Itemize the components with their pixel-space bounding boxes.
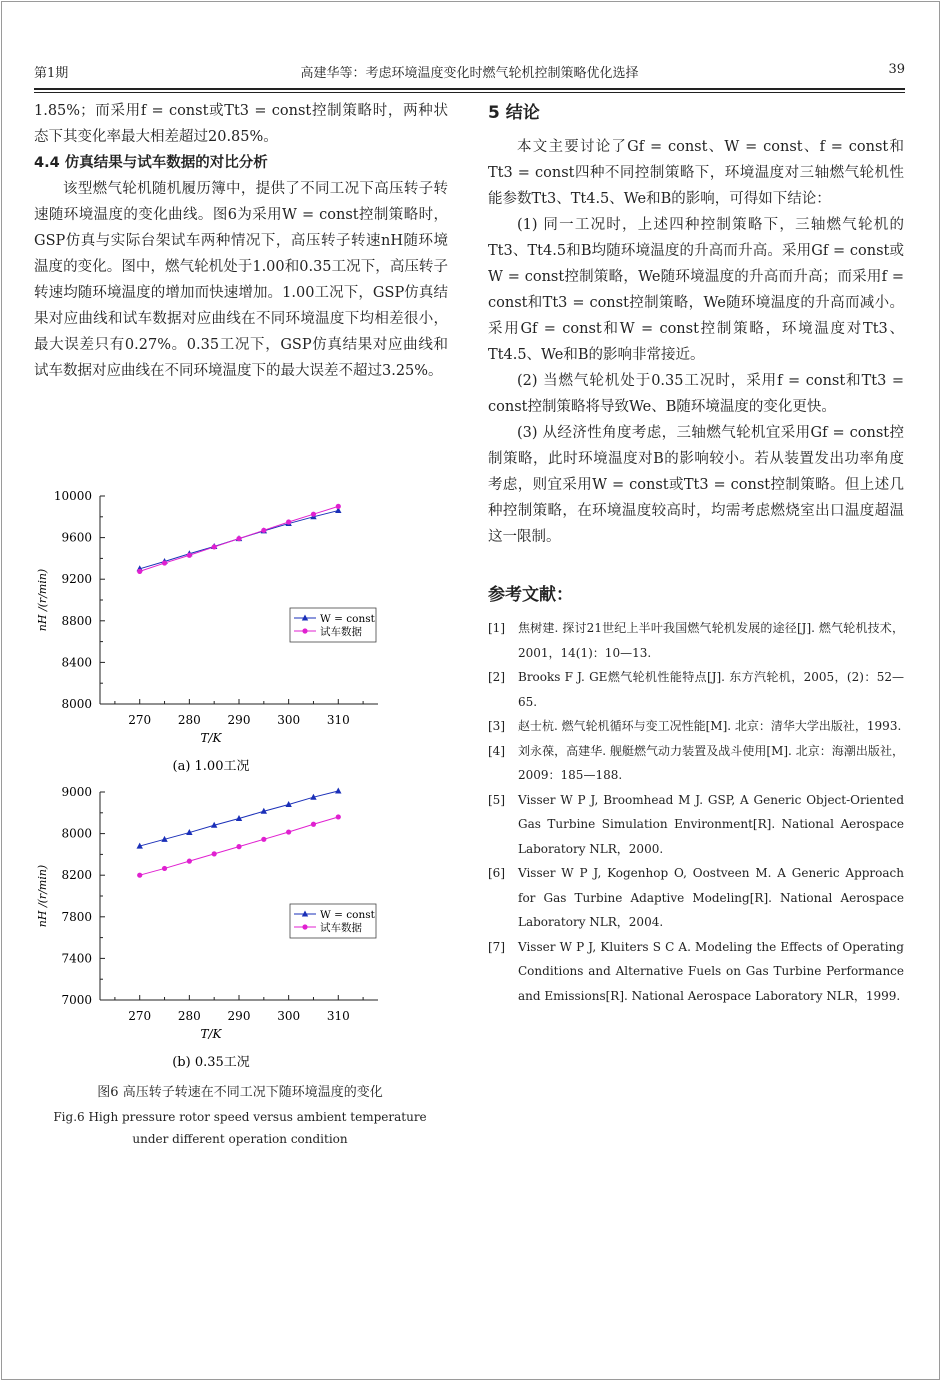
data-point xyxy=(261,528,266,533)
x-tick-label: 270 xyxy=(128,1009,152,1023)
reference-text: Visser W P J, Kogenhop O, Oostveen M. A Generic Approach for Gas Turbine Adaptive Modeling[R]. National Aerospace Laboratory NLR，2004. xyxy=(518,866,904,929)
data-point xyxy=(212,851,217,856)
legend-marker xyxy=(302,628,307,633)
y-axis-label: nH /(r/min) xyxy=(36,568,49,632)
reference-item xyxy=(488,935,904,1009)
y-tick-label: 10000 xyxy=(53,489,92,503)
data-point xyxy=(137,873,142,878)
x-tick-label: 300 xyxy=(277,713,301,727)
legend-marker xyxy=(302,924,307,929)
legend-label: 试车数据 xyxy=(320,922,362,934)
y-tick-label: 9600 xyxy=(61,530,92,545)
header-rule xyxy=(34,88,905,90)
x-tick-label: 280 xyxy=(177,713,201,727)
reference-number: [1] xyxy=(488,621,505,635)
reference-text: 焦树建. 探讨21世纪上半叶我国燃气轮机发展的途径[J]. 燃气轮机技术，2001，14(1)：10—13. xyxy=(518,621,904,660)
data-point xyxy=(137,569,142,574)
x-tick-label: 290 xyxy=(227,713,251,727)
section-4-4-title: 4.4 仿真结果与试车数据的对比分析 xyxy=(34,155,268,171)
data-point xyxy=(286,519,291,524)
legend-label: W = const xyxy=(320,613,375,625)
reference-number: [7] xyxy=(488,939,505,954)
running-header xyxy=(34,62,905,84)
data-point xyxy=(336,814,341,819)
reference-list xyxy=(488,616,904,1008)
reference-text: 刘永葆，高建华. 舰艇燃气动力装置及战斗使用[M]. 北京：海潮出版社，2009：185—188. xyxy=(518,743,904,782)
data-point xyxy=(336,504,341,509)
data-point xyxy=(187,859,192,864)
reference-item xyxy=(488,788,904,862)
data-point xyxy=(236,844,241,849)
y-tick-label: 7400 xyxy=(61,951,92,966)
y-tick-label: 8400 xyxy=(61,655,92,670)
data-point xyxy=(162,866,167,871)
section-5-title: 5 结论 xyxy=(488,103,540,123)
data-point xyxy=(311,822,316,827)
chart-b xyxy=(30,774,450,1074)
x-tick-label: 280 xyxy=(177,1009,201,1023)
intro-paragraph: 1.85%；而采用f = const或Tt3 = const控制策略时，两种状态下其变化率最大相差超过20.85%。 xyxy=(34,103,448,145)
reference-item xyxy=(488,616,904,665)
x-tick-label: 290 xyxy=(227,1009,251,1023)
conclusion-3: (3) 从经济性角度考虑，三轴燃气轮机宜采用Gf = const控制策略，此时环境温度对B的影响较小。若从装置发出功率角度考虑，则宜采用W = const或Tt3 = const控制策略。但上述几种控制策略，在环境温度较高时，均需考虑燃烧室出口温度超温这一限制。 xyxy=(488,425,904,545)
left-column xyxy=(34,98,448,384)
data-point xyxy=(187,553,192,558)
chart-subtitle: (b) 0.35工况 xyxy=(172,1055,250,1070)
data-point xyxy=(335,787,341,793)
chart-subtitle: (a) 1.00工况 xyxy=(172,759,250,774)
data-point xyxy=(286,829,291,834)
y-tick-label: 9000 xyxy=(61,785,92,799)
reference-item xyxy=(488,861,904,935)
x-tick-label: 300 xyxy=(277,1009,301,1023)
y-tick-label: 8200 xyxy=(61,868,92,883)
header-rule-thin xyxy=(34,92,905,93)
y-tick-label: 8000 xyxy=(61,697,92,711)
y-tick-label: 8000 xyxy=(61,826,92,841)
x-axis-label: T/K xyxy=(200,731,222,745)
reference-number: [3] xyxy=(488,719,505,733)
reference-text: Visser W P J, Kluiters S C A. Modeling the Effects of Operating Conditions and Alternative Fuels on Gas Turbine Performance and Emissions[R]. National Aerospace Laboratory NLR，1999. xyxy=(518,939,904,1003)
conclusion-intro: 本文主要讨论了Gf = const、W = const、f = const和Tt3 = const四种不同控制策略下，环境温度对三轴燃气轮机性能参数Tt3、Tt4.5、We和B的影响，可得如下结论： xyxy=(488,139,904,207)
comparison-paragraph: 该型燃气轮机随机履历簿中，提供了不同工况下高压转子转速随环境温度的变化曲线。图6为采用W = const控制策略时，GSP仿真与实际台架试车两种情况下，高压转子转速nH随环境温度的变化。图中，燃气轮机处于1.00和0.35工况下，高压转子转速均随环境温度的增加而快速增加。1.00工况下，GSP仿真结果对应曲线和试车数据对应曲线在不同环境温度下均相差很小，最大误差只有0.27%。0.35工况下，GSP仿真结果对应曲线和试车数据对应曲线在不同环境温度下的最大误差不超过3.25%。 xyxy=(34,181,448,379)
conclusion-1: (1) 同一工况时，上述四种控制策略下，三轴燃气轮机的Tt3、Tt4.5和B均随环境温度的升高而升高。采用Gf = const或W = const控制策略，We随环境温度的升高而升高；而采用f = const和Tt3 = const控制策略，We随环境温度的升高而减小。采用Gf = const和W = const控制策略，环境温度对Tt3、Tt4.5、We和B的影响非常接近。 xyxy=(488,217,904,363)
y-tick-label: 8800 xyxy=(61,613,92,628)
reference-text: Brooks F J. GE燃气轮机性能特点[J]. 东方汽轮机，2005，(2)：52—65. xyxy=(518,670,904,709)
reference-item xyxy=(488,714,904,739)
data-point xyxy=(236,536,241,541)
reference-item xyxy=(488,665,904,714)
reference-number: [4] xyxy=(488,743,505,758)
y-tick-label: 7000 xyxy=(61,993,92,1007)
reference-text: 赵士杭. 燃气轮机循环与变工况性能[M]. 北京：清华大学出版社，1993. xyxy=(518,719,902,733)
data-point xyxy=(212,544,217,549)
right-column xyxy=(488,98,904,1008)
x-tick-label: 270 xyxy=(128,713,152,727)
reference-number: [6] xyxy=(488,866,505,880)
reference-number: [5] xyxy=(488,792,505,807)
reference-text: Visser W P J, Broomhead M J. GSP, A Generic Object-Oriented Gas Turbine Simulation Environment[R]. National Aerospace Laboratory NLR，2000. xyxy=(518,792,904,856)
references-title: 参考文献： xyxy=(488,585,573,605)
chart-a xyxy=(30,478,450,778)
data-point xyxy=(162,560,167,565)
y-tick-label: 9200 xyxy=(61,572,92,587)
reference-number: [2] xyxy=(488,670,505,684)
reference-item xyxy=(488,739,904,788)
figure-caption-en-1: Fig.6 High pressure rotor speed versus ambient temperature xyxy=(53,1110,427,1124)
x-tick-label: 310 xyxy=(326,1009,350,1023)
data-point xyxy=(261,837,266,842)
figure-caption-cn: 图6 高压转子转速在不同工况下随环境温度的变化 xyxy=(97,1085,383,1100)
data-point xyxy=(311,512,316,517)
x-tick-label: 310 xyxy=(326,713,350,727)
legend-label: 试车数据 xyxy=(320,626,362,638)
running-title: 高建华等：考虑环境温度变化时燃气轮机控制策略优化选择 xyxy=(300,66,639,81)
figure-caption-en-2: under different operation condition xyxy=(132,1132,348,1146)
conclusion-2: (2) 当燃气轮机处于0.35工况时，采用f = const和Tt3 = const控制策略将导致We、B随环境温度的变化更快。 xyxy=(488,373,904,415)
y-tick-label: 7800 xyxy=(61,909,92,924)
y-axis-label: nH /(r/min) xyxy=(36,864,49,928)
issue-label: 第1期 xyxy=(34,66,69,81)
figure-6 xyxy=(30,478,450,1150)
page-number: 39 xyxy=(888,62,905,77)
legend-label: W = const xyxy=(320,909,375,921)
x-axis-label: T/K xyxy=(200,1027,222,1041)
